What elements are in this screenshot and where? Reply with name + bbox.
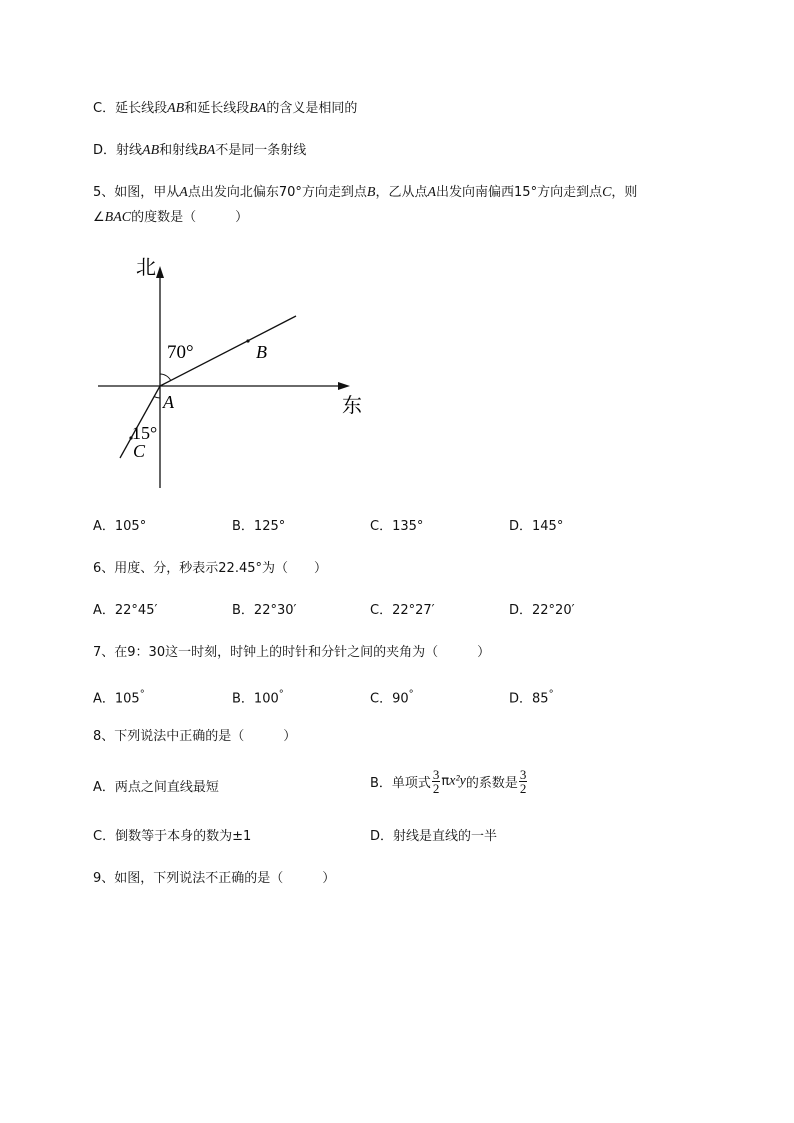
label-c: C [133, 441, 146, 461]
q6-option-c: C．22°27′ [370, 603, 435, 618]
q8-option-c: C．倒数等于本身的数为±1 [93, 829, 252, 844]
angle-15-label: 15° [132, 423, 158, 443]
q4-option-c: C．延长线段AB和延长线段BA的含义是相同的 [93, 101, 358, 116]
q5-stem-line2: ∠BAC的度数是（ ） [93, 210, 249, 225]
q8-option-d: D．射线是直线的一半 [370, 829, 498, 844]
east-arrowhead [338, 382, 350, 390]
q5-direction-figure [90, 250, 380, 495]
q5-option-b: B．125° [232, 519, 286, 534]
q8-option-b: B．单项式 $\frac{3}{2}$ πx²y的系数是 $\frac{3}{2}$ [370, 767, 527, 796]
angle-arc-15 [154, 397, 160, 399]
q8-stem: 8、下列说法中正确的是（ ） [93, 729, 297, 744]
q5-option-c: C．135° [370, 519, 424, 534]
angle-arc-70 [160, 374, 171, 381]
q8-option-a: A．两点之间直线最短 [93, 780, 219, 795]
q6-option-b: B．22°30′ [232, 603, 297, 618]
north-label: 北 [136, 257, 156, 279]
q5-option-a: A．105° [93, 519, 147, 534]
q6-option-d: D．22°20′ [509, 603, 575, 618]
q9-stem: 9、如图，下列说法不正确的是（ ） [93, 871, 336, 886]
q5-stem-line1: 5、如图，甲从A点出发向北偏东70°方向走到点B，乙从点A出发向南偏西15°方向走到点C，则 [93, 185, 638, 200]
fraction-3-2-coefficient: $\frac{3}{2}$ [519, 767, 527, 796]
q7-option-d: D．85° [509, 689, 554, 707]
east-label: 东 [342, 395, 362, 417]
q4-option-d: D．射线AB和射线BA不是同一条射线 [93, 143, 307, 158]
label-a: A [163, 392, 174, 412]
point-b [246, 339, 249, 342]
q7-option-b: B．100° [232, 689, 284, 707]
fraction-3-2: $\frac{3}{2}$ [432, 767, 440, 796]
label-b: B [256, 342, 267, 362]
q7-option-a: A．105° [93, 689, 145, 707]
q6-stem: 6、用度、分，秒表示22.45°为（ ） [93, 561, 327, 576]
q7-option-c: C．90° [370, 689, 414, 707]
q7-stem: 7、在9：30这一时刻，时钟上的时针和分针之间的夹角为（ ） [93, 645, 491, 660]
q5-option-d: D．145° [509, 519, 564, 534]
q6-option-a: A．22°45′ [93, 603, 158, 618]
north-arrowhead [156, 266, 164, 278]
angle-70-label: 70° [167, 342, 194, 363]
